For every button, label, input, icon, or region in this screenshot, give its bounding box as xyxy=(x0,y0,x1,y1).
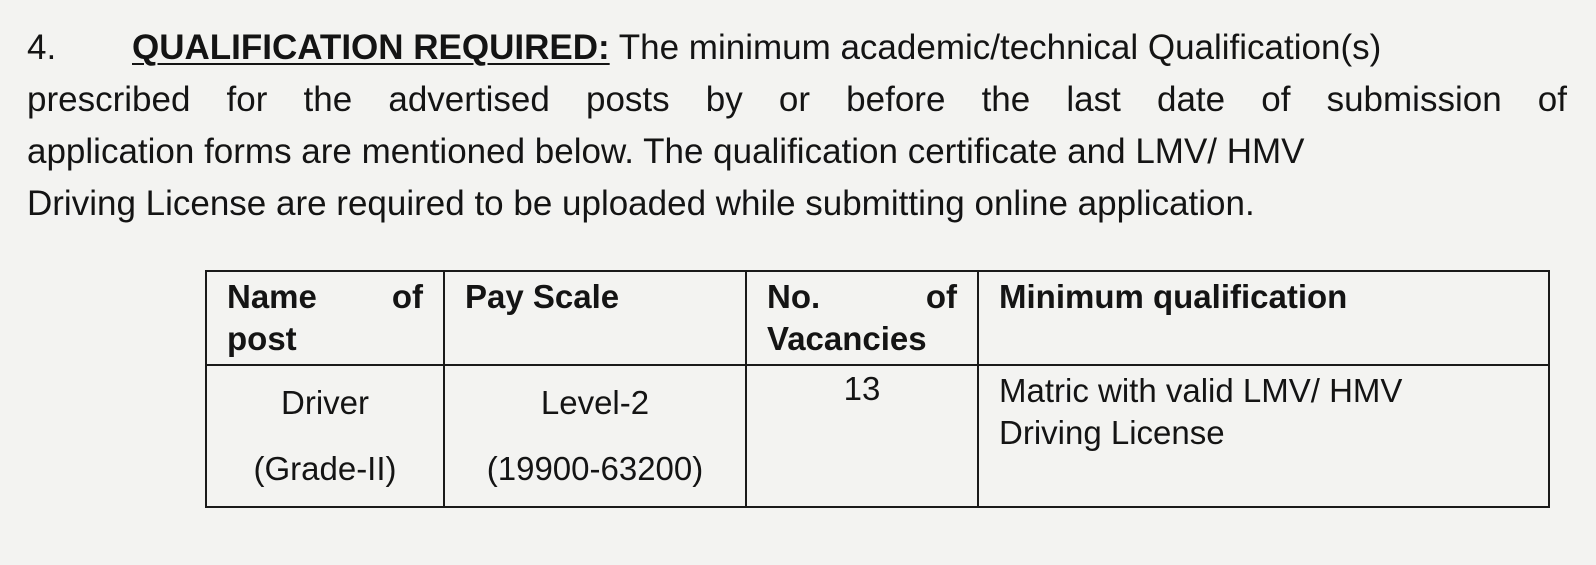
paragraph-line-4: Driving License are required to be uploaded while submitting online application. xyxy=(27,184,1255,223)
paragraph-line-2: prescribed for the advertised posts by or before the last date of submission of xyxy=(27,80,1567,119)
qualification-paragraph xyxy=(27,22,1567,230)
header-vacancies-word-3: Vacancies xyxy=(767,320,927,357)
cell-post-line-1: Driver xyxy=(281,384,369,421)
header-name-of-post-word-3: post xyxy=(227,320,297,357)
cell-vacancies: 13 xyxy=(746,365,978,507)
paragraph-line-1 xyxy=(27,22,1567,74)
paragraph-line-3: application forms are mentioned below. The qualification certificate and LMV/ HMV xyxy=(27,132,1305,171)
cell-qualification-line-2: Driving License xyxy=(999,414,1225,451)
header-minimum-qualification: Minimum qualification xyxy=(978,271,1549,365)
header-vacancies-word-1: No. xyxy=(767,278,821,315)
cell-pay-line-1: Level-2 xyxy=(540,384,650,421)
cell-qualification-line-1: Matric with valid LMV/ HMV xyxy=(999,372,1403,409)
table-row xyxy=(206,365,1549,507)
cell-qualification xyxy=(978,365,1549,507)
header-name-of-post-word-1: Name xyxy=(227,278,317,315)
header-name-of-post xyxy=(206,271,444,365)
cell-pay-line-2: (19900-63200) xyxy=(486,450,704,487)
header-vacancies-word-2: of xyxy=(925,278,957,315)
header-name-of-post-word-2: of xyxy=(391,278,423,315)
section-number: 4. xyxy=(27,28,57,67)
header-pay-scale: Pay Scale xyxy=(444,271,746,365)
cell-post xyxy=(206,365,444,507)
table-header-row xyxy=(206,271,1549,365)
paragraph-line-1-text: The minimum academic/technical Qualification(s) xyxy=(609,28,1382,67)
section-heading: QUALIFICATION REQUIRED: xyxy=(132,28,610,67)
qualification-table xyxy=(205,270,1550,508)
cell-post-line-2: (Grade-II) xyxy=(253,450,397,487)
cell-pay-scale xyxy=(444,365,746,507)
header-no-of-vacancies xyxy=(746,271,978,365)
